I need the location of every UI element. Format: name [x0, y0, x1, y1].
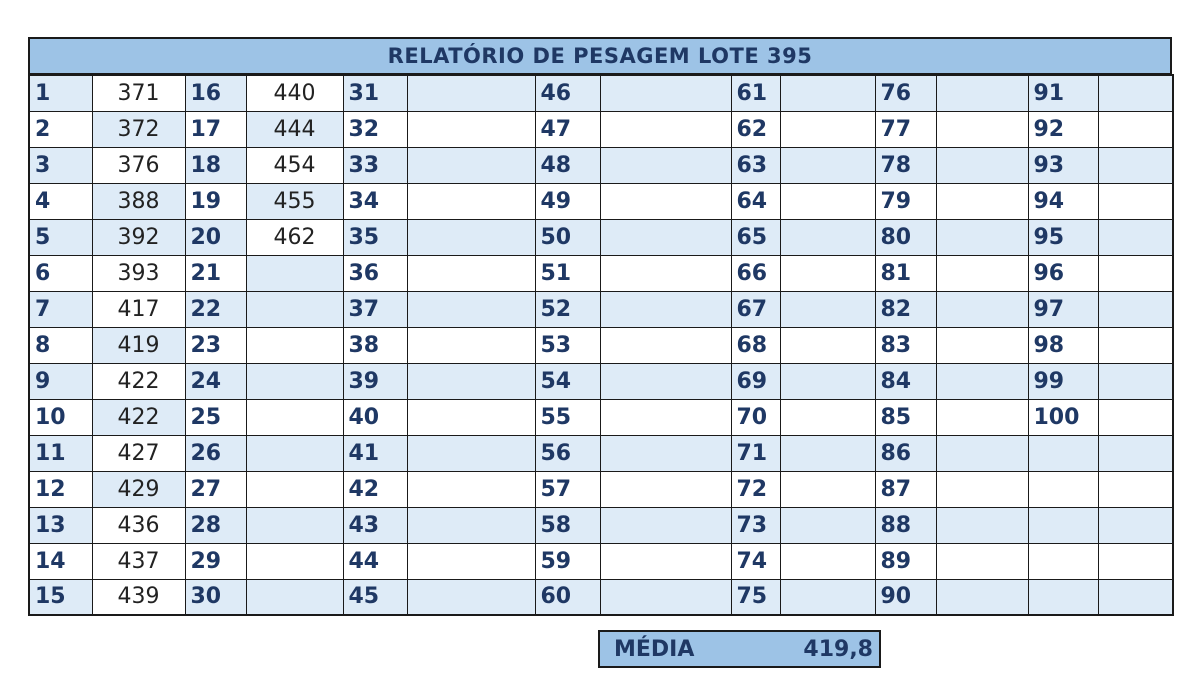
weight-value-cell[interactable]: [600, 363, 731, 399]
weigh-number-cell: 53: [535, 327, 600, 363]
weight-value-cell[interactable]: 444: [246, 111, 343, 147]
weigh-number-cell: 94: [1028, 183, 1098, 219]
weigh-number-cell: 90: [875, 579, 936, 615]
weigh-number-cell: 10: [29, 399, 92, 435]
weight-value-cell[interactable]: [780, 579, 875, 615]
weigh-number-cell: 89: [875, 543, 936, 579]
weigh-number-cell: 16: [185, 75, 246, 111]
weight-value-cell[interactable]: [407, 399, 535, 435]
weigh-number-cell: 49: [535, 183, 600, 219]
weigh-number-cell: 33: [343, 147, 407, 183]
weight-value-cell[interactable]: [407, 471, 535, 507]
grid-row: [29, 543, 1173, 579]
weight-value-cell[interactable]: [600, 327, 731, 363]
weight-value-cell[interactable]: [936, 399, 1028, 435]
weight-value-cell[interactable]: [1098, 543, 1173, 579]
weigh-number-cell: 36: [343, 255, 407, 291]
weigh-number-cell: 24: [185, 363, 246, 399]
weight-value-cell[interactable]: [407, 543, 535, 579]
weigh-number-cell: 65: [731, 219, 780, 255]
weight-value-cell[interactable]: [600, 471, 731, 507]
weigh-number-cell: 74: [731, 543, 780, 579]
weigh-number-cell: 93: [1028, 147, 1098, 183]
weigh-number-cell: 62: [731, 111, 780, 147]
weight-value-cell[interactable]: [407, 219, 535, 255]
grid-row: [29, 291, 1173, 327]
weight-value-cell[interactable]: [936, 291, 1028, 327]
weight-value-cell[interactable]: 422: [92, 399, 185, 435]
weigh-number-cell: 87: [875, 471, 936, 507]
weigh-number-cell: [1028, 471, 1098, 507]
weigh-number-cell: 43: [343, 507, 407, 543]
weigh-number-cell: 82: [875, 291, 936, 327]
weigh-number-cell: 84: [875, 363, 936, 399]
weight-value-cell[interactable]: 388: [92, 183, 185, 219]
weight-value-cell[interactable]: [780, 399, 875, 435]
weight-value-cell[interactable]: [780, 219, 875, 255]
weight-value-cell[interactable]: [1098, 147, 1173, 183]
weigh-number-cell: 37: [343, 291, 407, 327]
weigh-number-cell: 91: [1028, 75, 1098, 111]
weigh-number-cell: 64: [731, 183, 780, 219]
weight-value-cell[interactable]: [407, 291, 535, 327]
weight-value-cell[interactable]: [780, 471, 875, 507]
weigh-number-cell: 72: [731, 471, 780, 507]
average-label: MÉDIA: [614, 636, 695, 662]
weight-value-cell[interactable]: 372: [92, 111, 185, 147]
weighing-report-sheet: [28, 37, 1172, 616]
weigh-number-cell: 29: [185, 543, 246, 579]
weight-value-cell[interactable]: [936, 579, 1028, 615]
weigh-number-cell: 47: [535, 111, 600, 147]
weight-value-cell[interactable]: [780, 327, 875, 363]
weigh-number-cell: 32: [343, 111, 407, 147]
weight-value-cell[interactable]: [780, 435, 875, 471]
weight-value-cell[interactable]: [600, 579, 731, 615]
weight-value-cell[interactable]: [936, 147, 1028, 183]
weight-value-cell[interactable]: 393: [92, 255, 185, 291]
weigh-number-cell: 50: [535, 219, 600, 255]
weigh-number-cell: [1028, 507, 1098, 543]
weigh-number-cell: 19: [185, 183, 246, 219]
weight-value-cell[interactable]: [936, 471, 1028, 507]
grid-row: [29, 111, 1173, 147]
weigh-number-cell: 67: [731, 291, 780, 327]
weigh-number-cell: 57: [535, 471, 600, 507]
weigh-number-cell: 12: [29, 471, 92, 507]
weight-value-cell[interactable]: [246, 435, 343, 471]
weight-value-cell[interactable]: [780, 507, 875, 543]
weigh-number-cell: 100: [1028, 399, 1098, 435]
weight-value-cell[interactable]: [407, 75, 535, 111]
weight-value-cell[interactable]: [600, 507, 731, 543]
weight-value-cell[interactable]: 371: [92, 75, 185, 111]
grid-row: [29, 147, 1173, 183]
weight-value-cell[interactable]: 422: [92, 363, 185, 399]
weigh-number-cell: 23: [185, 327, 246, 363]
weigh-number-cell: 69: [731, 363, 780, 399]
weight-value-cell[interactable]: 429: [92, 471, 185, 507]
grid-row: [29, 363, 1173, 399]
weight-value-cell[interactable]: [407, 255, 535, 291]
weigh-number-cell: 68: [731, 327, 780, 363]
weight-value-cell[interactable]: [936, 327, 1028, 363]
weigh-number-cell: 73: [731, 507, 780, 543]
weigh-number-cell: 96: [1028, 255, 1098, 291]
weight-value-cell[interactable]: [407, 579, 535, 615]
weight-value-cell[interactable]: 455: [246, 183, 343, 219]
grid-row: [29, 507, 1173, 543]
weigh-number-cell: 76: [875, 75, 936, 111]
weight-value-cell[interactable]: [246, 291, 343, 327]
weigh-number-cell: 80: [875, 219, 936, 255]
weigh-number-cell: 75: [731, 579, 780, 615]
weight-value-cell[interactable]: [1098, 75, 1173, 111]
weight-value-cell[interactable]: [600, 435, 731, 471]
average-summary: [598, 630, 881, 668]
weight-value-cell[interactable]: [780, 75, 875, 111]
weigh-number-cell: 66: [731, 255, 780, 291]
weigh-number-cell: 98: [1028, 327, 1098, 363]
weigh-number-cell: 22: [185, 291, 246, 327]
weight-value-cell[interactable]: [780, 291, 875, 327]
weigh-number-cell: [1028, 579, 1098, 615]
weight-value-cell[interactable]: [936, 219, 1028, 255]
weigh-number-cell: 13: [29, 507, 92, 543]
weigh-number-cell: 35: [343, 219, 407, 255]
weigh-number-cell: 31: [343, 75, 407, 111]
weight-value-cell[interactable]: [246, 507, 343, 543]
weight-value-cell[interactable]: [407, 183, 535, 219]
weight-value-cell[interactable]: [600, 255, 731, 291]
weigh-number-cell: 21: [185, 255, 246, 291]
weight-value-cell[interactable]: [936, 75, 1028, 111]
weight-value-cell[interactable]: [246, 327, 343, 363]
weight-value-cell[interactable]: [246, 255, 343, 291]
weigh-number-cell: 95: [1028, 219, 1098, 255]
weigh-number-cell: 5: [29, 219, 92, 255]
weigh-number-cell: 9: [29, 363, 92, 399]
weight-value-cell[interactable]: [407, 435, 535, 471]
report-title: RELATÓRIO DE PESAGEM LOTE 395: [28, 37, 1172, 74]
weight-value-cell[interactable]: [1098, 327, 1173, 363]
weight-value-cell[interactable]: [936, 435, 1028, 471]
weigh-number-cell: 38: [343, 327, 407, 363]
weight-value-cell[interactable]: [1098, 363, 1173, 399]
weigh-number-cell: 79: [875, 183, 936, 219]
weight-value-cell[interactable]: 454: [246, 147, 343, 183]
grid-row: [29, 399, 1173, 435]
weight-value-cell[interactable]: 440: [246, 75, 343, 111]
weight-value-cell[interactable]: 436: [92, 507, 185, 543]
weigh-number-cell: 41: [343, 435, 407, 471]
weigh-number-cell: 45: [343, 579, 407, 615]
grid-row: [29, 471, 1173, 507]
weight-value-cell[interactable]: [1098, 435, 1173, 471]
weigh-number-cell: 4: [29, 183, 92, 219]
weight-value-cell[interactable]: [246, 579, 343, 615]
weight-value-cell[interactable]: [936, 255, 1028, 291]
weigh-number-cell: 70: [731, 399, 780, 435]
grid-row: [29, 435, 1173, 471]
weight-value-cell[interactable]: 462: [246, 219, 343, 255]
weight-value-cell[interactable]: [600, 399, 731, 435]
weight-value-cell[interactable]: [600, 111, 731, 147]
weight-value-cell[interactable]: [600, 75, 731, 111]
weight-value-cell[interactable]: [780, 111, 875, 147]
weight-value-cell[interactable]: [600, 219, 731, 255]
weigh-number-cell: 48: [535, 147, 600, 183]
weight-value-cell[interactable]: 439: [92, 579, 185, 615]
weigh-number-cell: 78: [875, 147, 936, 183]
weight-value-cell[interactable]: [780, 183, 875, 219]
weigh-number-cell: 42: [343, 471, 407, 507]
weigh-number-cell: 52: [535, 291, 600, 327]
weigh-number-cell: 54: [535, 363, 600, 399]
weigh-number-cell: 15: [29, 579, 92, 615]
weight-value-cell[interactable]: [936, 183, 1028, 219]
weight-value-cell[interactable]: [1098, 183, 1173, 219]
weigh-number-cell: 8: [29, 327, 92, 363]
grid-row: [29, 219, 1173, 255]
weight-value-cell[interactable]: [780, 147, 875, 183]
weight-value-cell[interactable]: [600, 543, 731, 579]
weigh-number-cell: 71: [731, 435, 780, 471]
weight-value-cell[interactable]: [600, 147, 731, 183]
weigh-number-cell: 14: [29, 543, 92, 579]
weight-value-cell[interactable]: 392: [92, 219, 185, 255]
weigh-number-cell: 63: [731, 147, 780, 183]
weigh-number-cell: 34: [343, 183, 407, 219]
weight-value-cell[interactable]: [780, 255, 875, 291]
weigh-number-cell: 17: [185, 111, 246, 147]
weigh-number-cell: 1: [29, 75, 92, 111]
weight-value-cell[interactable]: [936, 363, 1028, 399]
weight-value-cell[interactable]: [1098, 219, 1173, 255]
weigh-number-cell: 55: [535, 399, 600, 435]
weight-value-cell[interactable]: 417: [92, 291, 185, 327]
weight-value-cell[interactable]: 376: [92, 147, 185, 183]
grid-row: [29, 579, 1173, 615]
weigh-number-cell: 20: [185, 219, 246, 255]
weigh-number-cell: 28: [185, 507, 246, 543]
weigh-number-cell: 26: [185, 435, 246, 471]
weight-value-cell[interactable]: [936, 111, 1028, 147]
weigh-number-cell: 2: [29, 111, 92, 147]
weight-value-cell[interactable]: [1098, 291, 1173, 327]
weigh-number-cell: 88: [875, 507, 936, 543]
weight-value-cell[interactable]: 437: [92, 543, 185, 579]
weigh-number-cell: [1028, 543, 1098, 579]
weigh-number-cell: 99: [1028, 363, 1098, 399]
weigh-number-cell: 46: [535, 75, 600, 111]
weigh-number-cell: 51: [535, 255, 600, 291]
weigh-number-cell: 81: [875, 255, 936, 291]
weight-value-cell[interactable]: [246, 471, 343, 507]
weight-value-cell[interactable]: [407, 327, 535, 363]
weight-value-cell[interactable]: [936, 543, 1028, 579]
weigh-number-cell: 7: [29, 291, 92, 327]
weigh-number-cell: 58: [535, 507, 600, 543]
weight-value-cell[interactable]: [1098, 111, 1173, 147]
weigh-number-cell: 77: [875, 111, 936, 147]
weigh-number-cell: 61: [731, 75, 780, 111]
weight-value-cell[interactable]: [1098, 399, 1173, 435]
weigh-number-cell: 3: [29, 147, 92, 183]
weight-value-cell[interactable]: [1098, 579, 1173, 615]
weight-value-cell[interactable]: [600, 183, 731, 219]
weight-value-cell[interactable]: [936, 507, 1028, 543]
weigh-number-cell: 18: [185, 147, 246, 183]
average-value: 419,8: [803, 636, 873, 662]
grid-row: [29, 327, 1173, 363]
weight-value-cell[interactable]: [407, 507, 535, 543]
grid-row: [29, 75, 1173, 111]
weight-value-cell[interactable]: [600, 291, 731, 327]
weight-value-cell[interactable]: [780, 543, 875, 579]
weight-value-cell[interactable]: [1098, 471, 1173, 507]
weight-value-cell[interactable]: [1098, 507, 1173, 543]
weight-value-cell[interactable]: 427: [92, 435, 185, 471]
weigh-number-cell: 86: [875, 435, 936, 471]
weigh-number-cell: 85: [875, 399, 936, 435]
weight-value-cell[interactable]: 419: [92, 327, 185, 363]
weigh-number-cell: 44: [343, 543, 407, 579]
weigh-number-cell: 97: [1028, 291, 1098, 327]
grid-row: [29, 183, 1173, 219]
weigh-number-cell: 27: [185, 471, 246, 507]
weigh-number-cell: 60: [535, 579, 600, 615]
weighing-grid: [28, 74, 1174, 616]
weigh-number-cell: 56: [535, 435, 600, 471]
weight-value-cell[interactable]: [407, 147, 535, 183]
weigh-number-cell: [1028, 435, 1098, 471]
weigh-number-cell: 6: [29, 255, 92, 291]
weigh-number-cell: 39: [343, 363, 407, 399]
weigh-number-cell: 92: [1028, 111, 1098, 147]
weigh-number-cell: 25: [185, 399, 246, 435]
weigh-number-cell: 59: [535, 543, 600, 579]
weight-value-cell[interactable]: [407, 111, 535, 147]
weight-value-cell[interactable]: [407, 363, 535, 399]
weight-value-cell[interactable]: [246, 363, 343, 399]
weight-value-cell[interactable]: [246, 399, 343, 435]
weigh-number-cell: 30: [185, 579, 246, 615]
weigh-number-cell: 40: [343, 399, 407, 435]
weigh-number-cell: 83: [875, 327, 936, 363]
weight-value-cell[interactable]: [780, 363, 875, 399]
weight-value-cell[interactable]: [246, 543, 343, 579]
weight-value-cell[interactable]: [1098, 255, 1173, 291]
grid-row: [29, 255, 1173, 291]
weigh-number-cell: 11: [29, 435, 92, 471]
